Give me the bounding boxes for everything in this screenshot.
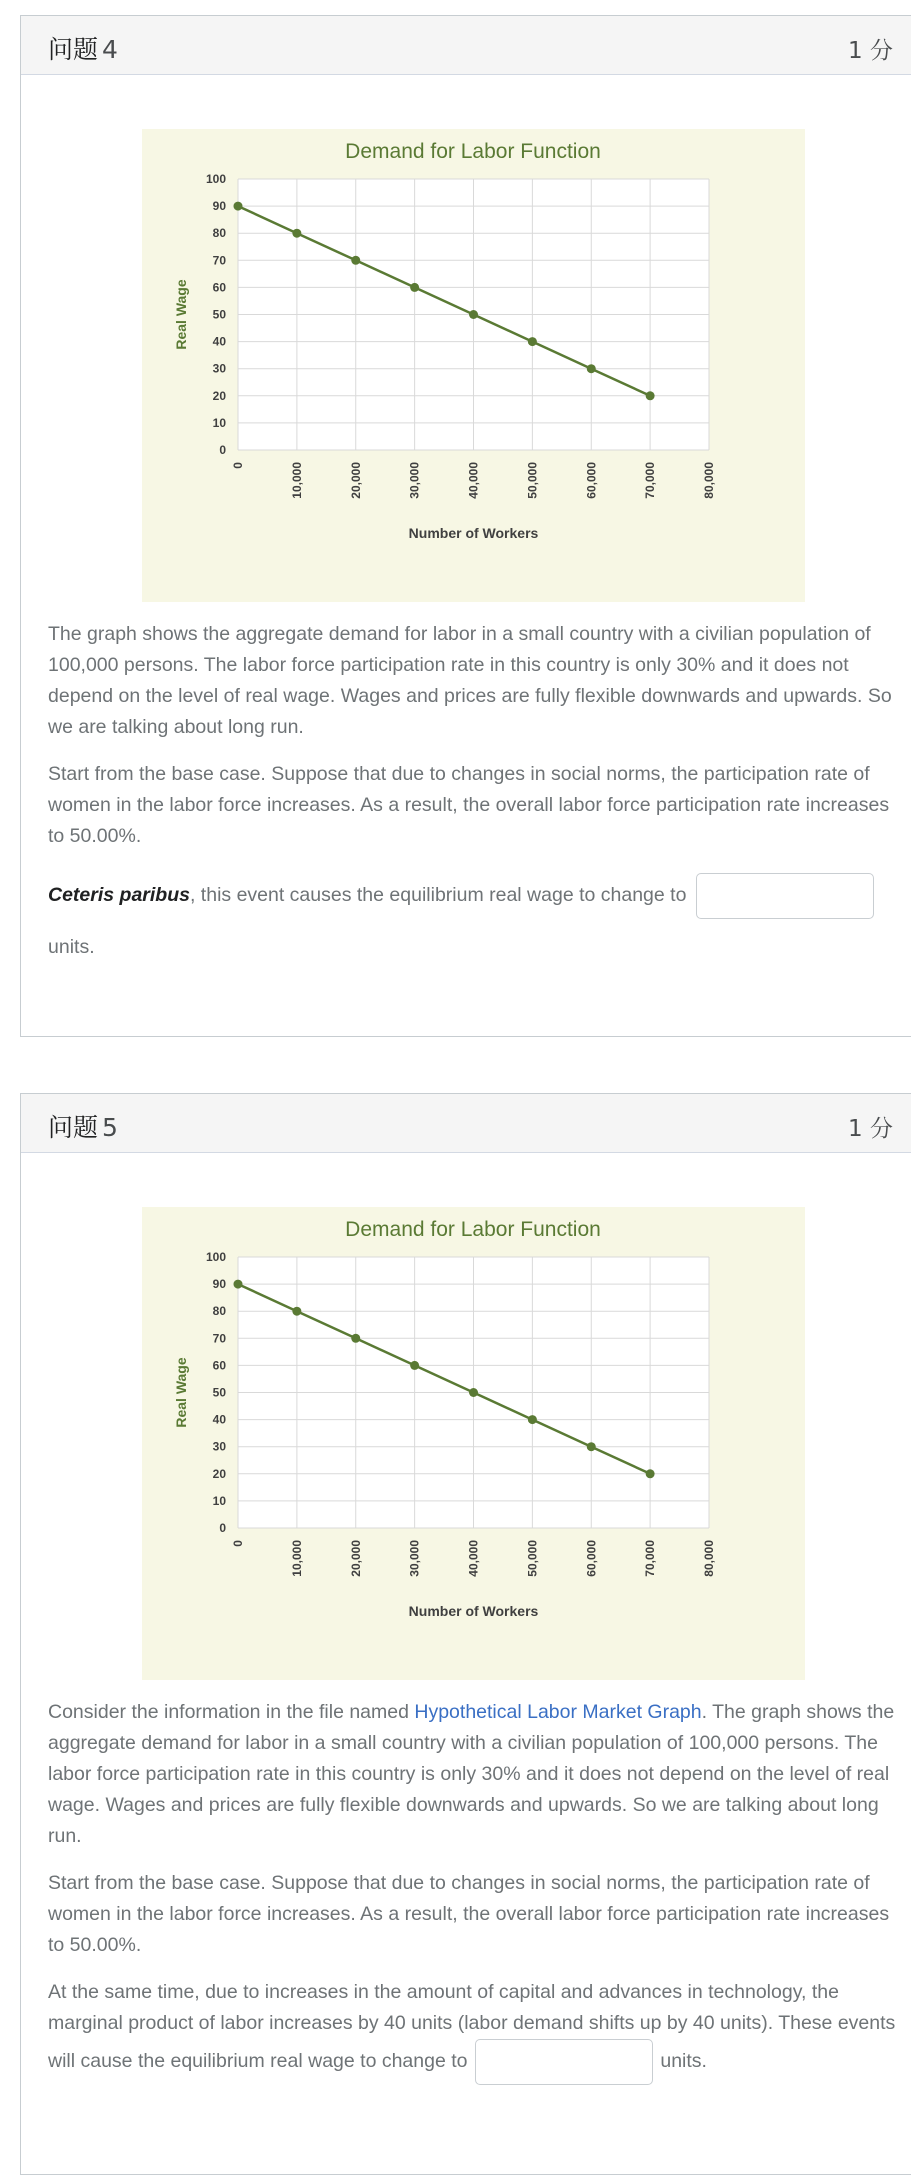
- y-tick-label: 70: [212, 1331, 226, 1346]
- x-tick-label: 80,000: [702, 1540, 716, 1577]
- answer-input-q5[interactable]: [475, 2039, 653, 2085]
- y-tick-label: 90: [212, 1277, 226, 1292]
- data-point: [528, 1415, 537, 1424]
- chart-title: Demand for Labor Function: [345, 1218, 601, 1241]
- y-tick-label: 80: [212, 1304, 226, 1319]
- x-axis-label: Number of Workers: [408, 1603, 539, 1619]
- data-point: [351, 256, 360, 265]
- x-tick-label: 50,000: [525, 1540, 540, 1577]
- y-tick-label: 20: [212, 388, 226, 403]
- data-point: [292, 1307, 301, 1316]
- question-points: 1 分: [848, 1116, 893, 1142]
- data-point: [410, 1361, 419, 1370]
- data-point: [234, 202, 243, 211]
- paragraph: The graph shows the aggregate demand for labor in a small country with a civilian population of 100,000 persons. The labor force participation rate in this country is only 30% and it does not depend on the level of real wage. Wages and prices are fully flexible downwards and upwards. So we are talking about long run.: [48, 623, 892, 738]
- question-body: [48, 1697, 908, 2085]
- question-points: 1 分: [848, 38, 893, 64]
- y-tick-label: 50: [212, 307, 226, 322]
- collapse-chevron-icon[interactable]: [0, 1108, 8, 1130]
- x-tick-label: 70,000: [643, 1540, 658, 1577]
- x-tick-label: 70,000: [643, 462, 658, 499]
- x-tick-label: 50,000: [525, 462, 540, 499]
- question-title: 问题 4: [48, 35, 118, 64]
- y-tick-label: 90: [212, 199, 226, 214]
- question-body: [48, 619, 908, 963]
- answer-suffix: units.: [48, 936, 95, 958]
- demand-chart-svg: [142, 1207, 805, 1680]
- data-point: [646, 1469, 655, 1478]
- data-point: [351, 1334, 360, 1343]
- collapse-chevron-icon[interactable]: [0, 30, 8, 52]
- x-tick-label: 80,000: [702, 462, 716, 499]
- x-tick-label: 10,000: [289, 462, 304, 499]
- y-tick-label: 40: [212, 334, 226, 349]
- y-tick-label: 30: [212, 361, 226, 376]
- data-point: [410, 283, 419, 292]
- y-tick-label: 20: [212, 1466, 226, 1481]
- y-tick-label: 10: [212, 1493, 226, 1508]
- y-tick-label: 50: [212, 1385, 226, 1400]
- data-point: [234, 1280, 243, 1289]
- paragraph: [48, 1977, 908, 2085]
- answer-suffix: units.: [660, 2050, 707, 2073]
- question-card-4: [20, 15, 911, 1037]
- data-point: [587, 364, 596, 373]
- x-tick-label: 20,000: [348, 462, 363, 499]
- y-tick-label: 0: [219, 443, 226, 457]
- y-tick-label: 80: [212, 226, 226, 241]
- question-header: [21, 16, 911, 75]
- data-point: [528, 337, 537, 346]
- x-tick-label: 10,000: [289, 1540, 304, 1577]
- x-tick-label: 0: [231, 462, 245, 469]
- y-tick-label: 10: [212, 415, 226, 430]
- answer-prompt: At the same time, due to increases in the amount of capital and advances in technology, the marginal product of labor increases by 40 units (labor demand shifts up by 40 units). These events will cause the equilibrium real wage to change to: [48, 1981, 896, 2073]
- x-tick-label: 30,000: [407, 462, 422, 499]
- y-tick-label: 100: [205, 1250, 226, 1264]
- y-tick-label: 40: [212, 1412, 226, 1427]
- x-tick-label: 20,000: [348, 1540, 363, 1577]
- x-tick-label: 60,000: [584, 1540, 599, 1577]
- x-tick-label: 40,000: [466, 462, 481, 499]
- question-card-5: [20, 1093, 911, 2175]
- y-axis-label: Real Wage: [173, 279, 189, 350]
- y-tick-label: 70: [212, 253, 226, 268]
- ceteris-paribus-text: Ceteris paribus: [48, 884, 190, 906]
- demand-chart-svg: [142, 129, 805, 602]
- x-axis-label: Number of Workers: [408, 525, 539, 541]
- chart-title: Demand for Labor Function: [345, 140, 601, 163]
- y-tick-label: 60: [212, 1358, 226, 1373]
- question-header: [21, 1094, 911, 1153]
- x-tick-label: 30,000: [407, 1540, 422, 1577]
- y-tick-label: 100: [205, 172, 226, 186]
- data-point: [469, 1388, 478, 1397]
- paragraph: Consider the information in the file named Hypothetical Labor Market Graph. The graph shows the aggregate demand for labor in a small country with a civilian population of 100,000 persons. The labor force participation rate in this country is only 30% and it does not depend on the level of real wage. Wages and prices are fully flexible downwards and upwards. So we are talking about long run.: [48, 1701, 895, 1847]
- data-point: [646, 391, 655, 400]
- paragraph: Start from the base case. Suppose that due to changes in social norms, the participation rate of women in the labor force increases. As a result, the overall labor force participation rate increases to 50.00%.: [48, 763, 890, 847]
- hypothetical-labor-market-graph-link[interactable]: Hypothetical Labor Market Graph: [414, 1701, 702, 1723]
- y-tick-label: 30: [212, 1439, 226, 1454]
- x-tick-label: 60,000: [584, 462, 599, 499]
- y-tick-label: 0: [219, 1521, 226, 1535]
- x-tick-label: 0: [231, 1540, 245, 1547]
- answer-line: [48, 870, 908, 920]
- data-point: [469, 310, 478, 319]
- data-point: [292, 229, 301, 238]
- y-tick-label: 60: [212, 280, 226, 295]
- question-title: 问题 5: [48, 1113, 118, 1142]
- paragraph: Start from the base case. Suppose that due to changes in social norms, the participation rate of women in the labor force increases. As a result, the overall labor force participation rate increases to 50.00%.: [48, 1872, 890, 1956]
- answer-input-q4[interactable]: [696, 873, 874, 919]
- demand-chart-q4: [142, 129, 805, 602]
- y-axis-label: Real Wage: [173, 1357, 189, 1428]
- demand-chart-q5: [142, 1207, 805, 1680]
- x-tick-label: 40,000: [466, 1540, 481, 1577]
- answer-prompt: , this event causes the equilibrium real wage to change to: [189, 884, 687, 906]
- data-point: [587, 1442, 596, 1451]
